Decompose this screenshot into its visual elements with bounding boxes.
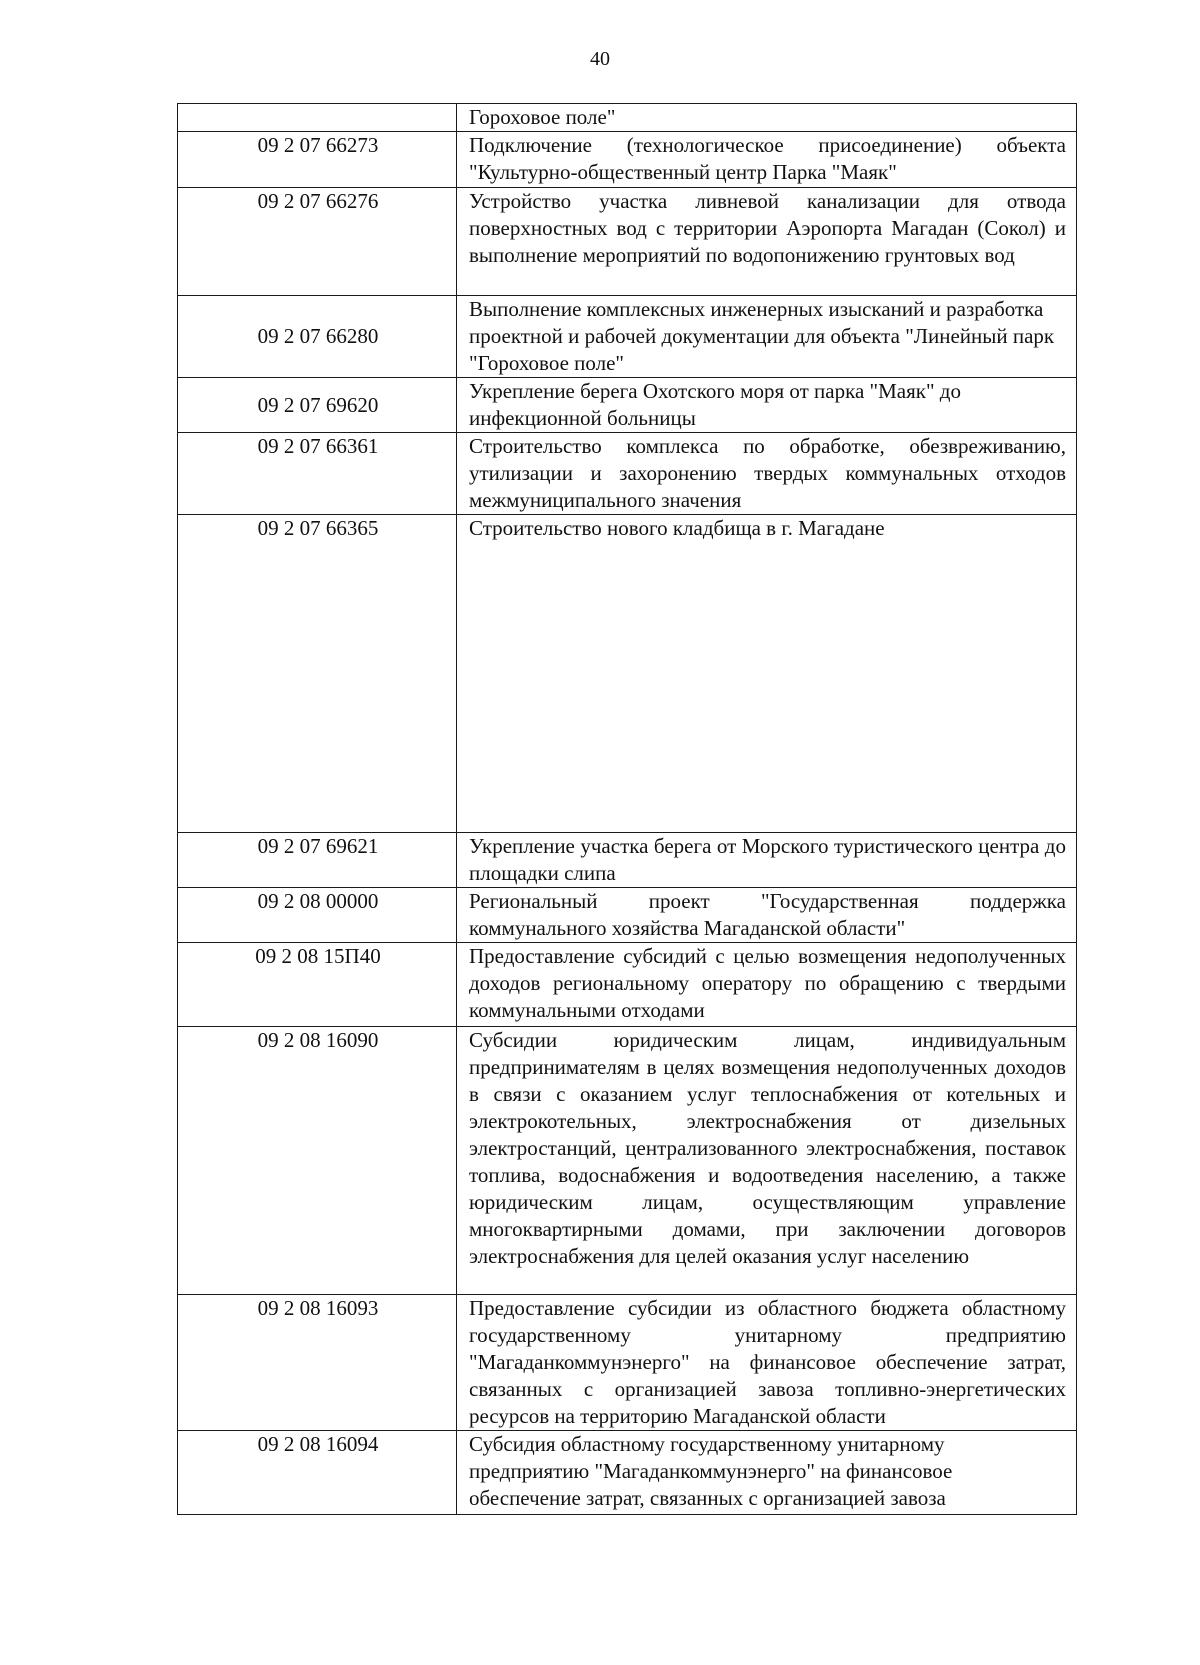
row-code: 09 2 07 66273 — [178, 132, 457, 188]
table-row — [178, 132, 1077, 188]
page-number: 40 — [590, 48, 610, 70]
row-code: 09 2 08 00000 — [178, 888, 457, 943]
row-description: Гороховое поле" — [457, 104, 1077, 132]
row-code: 09 2 07 66365 — [178, 515, 457, 833]
table-row — [178, 296, 1077, 378]
row-code: 09 2 07 69620 — [178, 378, 457, 433]
table-row — [178, 888, 1077, 943]
row-code — [178, 104, 457, 132]
table-row — [178, 943, 1077, 1027]
row-description: Предоставление субсидии из областного бюджета областному государственному унитарному предприятию "Магаданкоммунэнерго" на финансовое обеспечение затрат, связанных с организацией завоза топливно-энергетических ресурсов на территорию Магаданской области — [457, 1295, 1077, 1431]
row-description: Региональный проект "Государственная поддержка коммунального хозяйства Магаданской области" — [457, 888, 1077, 943]
row-code: 09 2 08 16093 — [178, 1295, 457, 1431]
row-code: 09 2 07 66280 — [178, 296, 457, 378]
row-code: 09 2 08 16094 — [178, 1431, 457, 1515]
table-row — [178, 378, 1077, 433]
row-description: Подключение (технологическое присоединение) объекта "Культурно-общественный центр Парка "Маяк" — [457, 132, 1077, 188]
row-description: Укрепление берега Охотского моря от парка "Маяк" до инфекционной больницы — [457, 378, 1077, 433]
row-code: 09 2 08 15П40 — [178, 943, 457, 1027]
table-row — [178, 1295, 1077, 1431]
table-row — [178, 833, 1077, 888]
table-row — [178, 104, 1077, 132]
row-description: Предоставление субсидий с целью возмещения недополученных доходов региональному оператору по обращению с твердыми коммунальными отходами — [457, 943, 1077, 1027]
row-code: 09 2 07 66361 — [178, 433, 457, 515]
table-row — [178, 1431, 1077, 1515]
row-description: Субсидия областному государственному унитарному предприятию "Магаданкоммунэнерго" на финансовое обеспечение затрат, связанных с организацией завоза — [457, 1431, 1077, 1515]
row-code: 09 2 08 16090 — [178, 1027, 457, 1295]
table-row — [178, 188, 1077, 296]
row-description: Укрепление участка берега от Морского туристического центра до площадки слипа — [457, 833, 1077, 888]
row-description: Строительство нового кладбища в г. Магадане — [457, 515, 1077, 833]
row-description: Выполнение комплексных инженерных изысканий и разработка проектной и рабочей документации для объекта "Линейный парк "Гороховое поле" — [457, 296, 1077, 378]
table-row — [178, 433, 1077, 515]
row-description: Устройство участка ливневой канализации для отвода поверхностных вод с территории Аэропорта Магадан (Сокол) и выполнение мероприятий по водопонижению грунтовых вод — [457, 188, 1077, 296]
row-code: 09 2 07 69621 — [178, 833, 457, 888]
budget-codes-table — [177, 103, 1077, 1515]
row-description: Строительство комплекса по обработке, обезвреживанию, утилизации и захоронению твердых коммунальных отходов межмуниципального значения — [457, 433, 1077, 515]
row-description: Субсидии юридическим лицам, индивидуальным предпринимателям в целях возмещения недополученных доходов в связи с оказанием услуг теплоснабжения от котельных и электрокотельных, электроснабжения от дизельных электростанций, централизованного электроснабжения, поставок топлива, водоснабжения и водоотведения населению, а также юридическим лицам, осуществляющим управление многоквартирными домами, при заключении договоров электроснабжения для целей оказания услуг населению — [457, 1027, 1077, 1295]
table-row — [178, 1027, 1077, 1295]
row-code: 09 2 07 66276 — [178, 188, 457, 296]
table-row — [178, 515, 1077, 833]
